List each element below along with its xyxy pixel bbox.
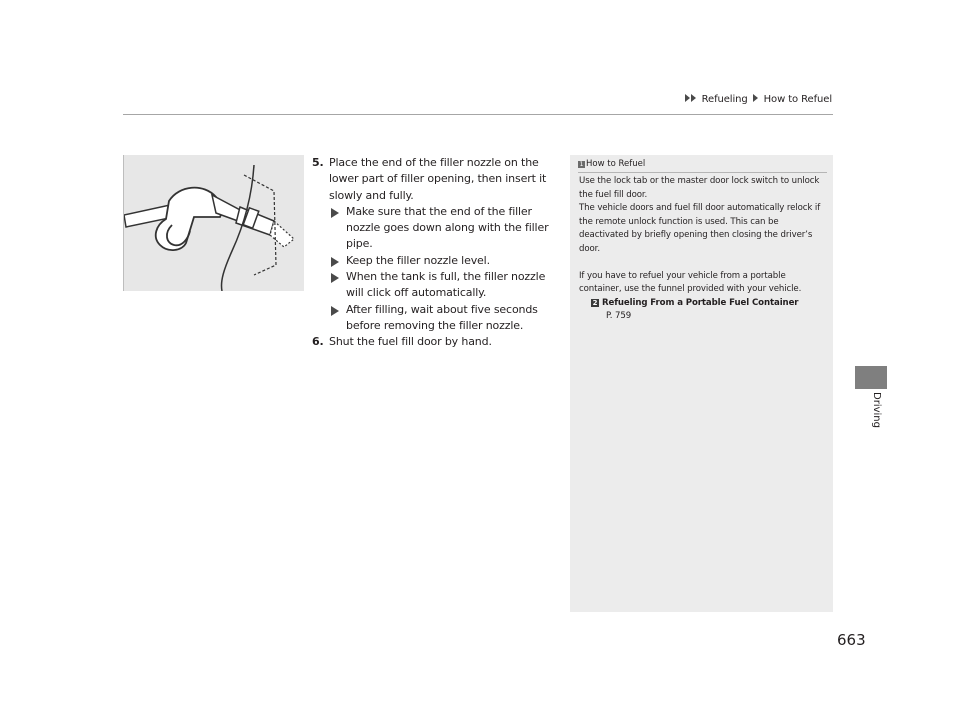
chapter-tab [855, 366, 887, 389]
step-text: Place the end of the filler nozzle on the lower part of filler opening, then insert it slowly and fully. [329, 156, 547, 202]
chevron-right-icon [753, 94, 758, 102]
step-6 [312, 334, 557, 350]
bullet-arrow-icon [331, 208, 339, 218]
note-paragraph: If you have to refuel your vehicle from a portable container, use the funnel provided with your vehicle. [579, 270, 802, 295]
step-text: Shut the fuel fill door by hand. [329, 335, 492, 349]
note-title: How to Refuel [586, 159, 646, 169]
note-marker-icon: 1 [579, 161, 584, 168]
step-5-bullet-1 [329, 204, 557, 253]
breadcrumb [0, 94, 832, 105]
bullet-arrow-icon [331, 273, 339, 283]
note-paragraph: The vehicle doors and fuel fill door automatically relock if the remote unlock function is used. This can be deactivated by briefly opening then closing the driver’s door. [579, 203, 821, 254]
chapter-label: Driving [871, 392, 882, 428]
chevron-right-icon [685, 94, 690, 102]
step-number: 6. [312, 335, 324, 349]
bullet-arrow-icon [331, 257, 339, 267]
note-body [579, 175, 829, 324]
header-rule [123, 114, 833, 115]
step-5-bullet-4 [329, 302, 557, 335]
note-divider [578, 172, 827, 173]
bullet-text: Make sure that the end of the filler nozzle goes down along with the filler pipe. [346, 204, 549, 251]
cross-reference-icon: 2 [592, 298, 598, 307]
fuel-nozzle-illustration [123, 155, 304, 291]
bullet-text: After filling, wait about five seconds before removing the filler nozzle. [346, 302, 538, 332]
breadcrumb-section: Refueling [701, 94, 748, 105]
note-paragraph: Use the lock tab or the master door lock switch to unlock the fuel fill door. [579, 176, 820, 200]
bullet-text: When the tank is full, the filler nozzle will click off automatically. [346, 270, 546, 300]
note-heading [578, 159, 645, 169]
chevron-right-icon [691, 94, 696, 102]
cross-reference-label[interactable]: Refueling From a Portable Fuel Container [602, 297, 799, 308]
bullet-arrow-icon [331, 306, 339, 316]
fuel-nozzle-icon [124, 155, 304, 291]
refuel-steps [312, 155, 557, 351]
step-number: 5. [312, 156, 324, 169]
step-5-bullet-2 [329, 253, 557, 269]
bullet-text: Keep the filler nozzle level. [346, 253, 490, 267]
cross-reference-link[interactable] [579, 297, 829, 311]
cross-reference-page[interactable]: P. 759 [606, 311, 632, 322]
step-5 [312, 155, 557, 204]
side-note [570, 155, 833, 612]
step-5-bullet-3 [329, 269, 557, 302]
page-number: 663 [837, 631, 866, 649]
breadcrumb-topic: How to Refuel [763, 94, 832, 105]
